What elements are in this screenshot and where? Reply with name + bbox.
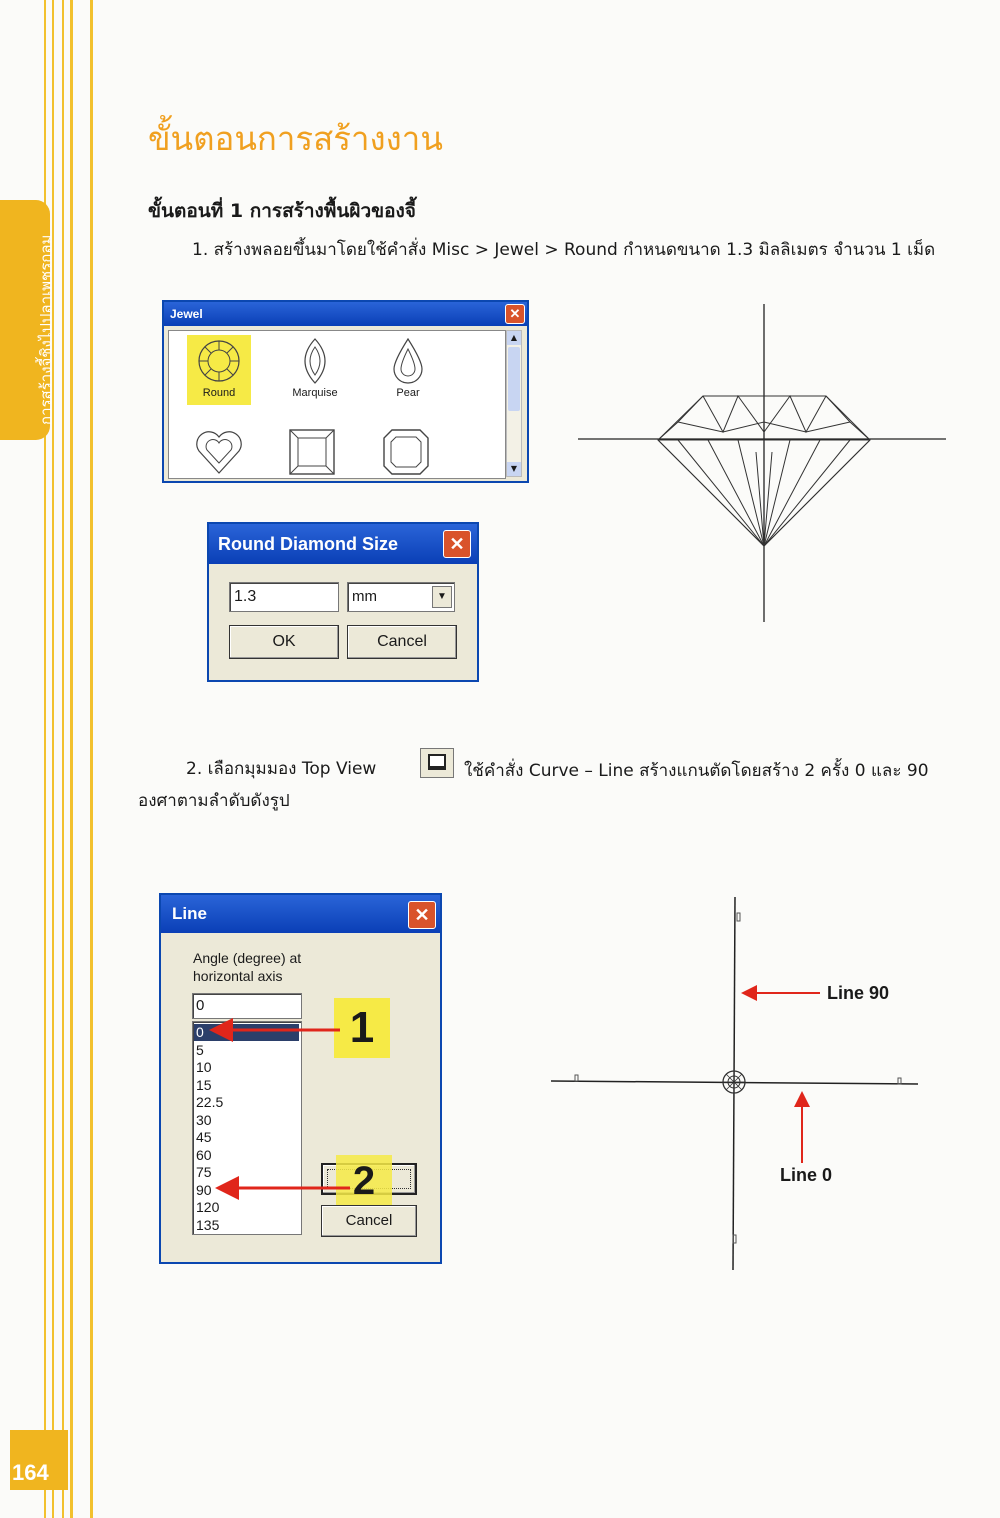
marquise-icon bbox=[283, 335, 347, 387]
round-dialog-titlebar bbox=[209, 524, 477, 564]
sidebar-rule-5 bbox=[90, 0, 93, 1518]
round-icon bbox=[187, 335, 251, 387]
step-1-heading: ขั้นตอนที่ 1 การสร้างพื้นผิวของจี้ bbox=[148, 200, 416, 222]
angle-option[interactable]: 30 bbox=[196, 1111, 212, 1128]
line-90-label: Line 90 bbox=[827, 983, 890, 1003]
jewel-label-marquise: Marquise bbox=[292, 387, 338, 399]
unit-select-value: mm bbox=[352, 588, 377, 605]
sidebar-chapter-label: การสร้างจี้ชิงไปปลาเพชรกลม bbox=[37, 234, 55, 425]
round-diamond-dialog bbox=[207, 522, 479, 682]
step-1-instruction: 1. สร้างพลอยขึ้นมาโดยใช้คำสั่ง Misc > Jewel > Round กำหนดขนาด 1.3 มิลลิเมตร จำนวน 1 เม็ด bbox=[192, 240, 936, 260]
angle-option[interactable]: 60 bbox=[196, 1146, 212, 1163]
sidebar-rule-3 bbox=[62, 0, 64, 1518]
round-dialog-title: Round Diamond Size bbox=[218, 534, 398, 554]
page-title: ขั้นตอนการสร้างงาน bbox=[148, 119, 443, 158]
step-2-instruction-c: องศาตามลำดับดังรูป bbox=[138, 791, 290, 811]
angle-option[interactable]: 90 bbox=[196, 1181, 212, 1198]
angle-option[interactable]: 45 bbox=[196, 1129, 212, 1145]
page-number: 164 bbox=[12, 1460, 49, 1485]
scroll-down-icon[interactable]: ▼ bbox=[507, 462, 521, 476]
cancel-button[interactable]: Cancel bbox=[347, 625, 457, 659]
emerald-icon[interactable] bbox=[381, 427, 431, 477]
jewel-scrollbar[interactable] bbox=[506, 330, 522, 477]
line-dialog-titlebar bbox=[161, 895, 440, 933]
heart-icon[interactable] bbox=[193, 427, 245, 477]
sidebar-rule-2 bbox=[52, 0, 54, 1518]
angle-option[interactable]: 120 bbox=[196, 1199, 220, 1215]
step-2-instruction-a: 2. เลือกมุมมอง Top View bbox=[186, 759, 377, 779]
round-dialog-close-button[interactable]: ✕ bbox=[443, 530, 471, 558]
diamond-side-view-drawing bbox=[578, 302, 948, 624]
top-view-icon-screen bbox=[428, 754, 446, 770]
jewel-label-round: Round bbox=[202, 387, 236, 399]
callout-2: 2 bbox=[336, 1155, 392, 1207]
scroll-thumb[interactable] bbox=[508, 347, 520, 411]
axis-diagram bbox=[548, 895, 923, 1275]
line-0-label: Line 0 bbox=[780, 1165, 833, 1185]
angle-option[interactable]: 15 bbox=[196, 1076, 212, 1093]
angle-option[interactable]: 10 bbox=[196, 1059, 212, 1075]
angle-input[interactable]: 0 bbox=[192, 993, 302, 1019]
angle-option[interactable]: 22.5 bbox=[196, 1094, 224, 1110]
scroll-up-icon[interactable]: ▲ bbox=[507, 331, 521, 345]
callout-1: 1 bbox=[334, 998, 390, 1058]
step-2-instruction-b: ใช้คำสั่ง Curve – Line สร้างแกนตัดโดยสร้าง 2 ครั้ง 0 และ 90 bbox=[464, 761, 929, 781]
jewel-shape-marquise[interactable] bbox=[283, 335, 347, 405]
callout-arrows bbox=[190, 1015, 370, 1205]
line-dialog-close-button[interactable]: ✕ bbox=[408, 901, 436, 929]
unit-select[interactable] bbox=[347, 582, 455, 612]
diamond-top-view-icon bbox=[723, 1071, 745, 1093]
line-dialog-title: Line bbox=[172, 904, 207, 923]
jewel-shape-pear[interactable] bbox=[376, 335, 440, 405]
angle-option[interactable]: 0 bbox=[196, 1024, 204, 1040]
princess-icon[interactable] bbox=[287, 427, 337, 477]
size-input[interactable]: 1.3 bbox=[229, 582, 339, 612]
jewel-window-title: Jewel bbox=[170, 307, 203, 321]
jewel-window-titlebar bbox=[164, 302, 527, 326]
angle-prompt-line-1: Angle (degree) at bbox=[193, 950, 302, 966]
cancel-button[interactable]: Cancel bbox=[321, 1205, 417, 1237]
sidebar-rule-4 bbox=[70, 0, 73, 1518]
jewel-shape-round[interactable] bbox=[187, 335, 251, 405]
angle-option[interactable]: 5 bbox=[196, 1041, 204, 1058]
jewel-shape-panel bbox=[168, 330, 506, 479]
jewel-label-pear: Pear bbox=[396, 387, 420, 399]
dropdown-arrow-icon[interactable]: ▼ bbox=[432, 586, 452, 608]
top-view-icon bbox=[420, 748, 454, 778]
angle-option[interactable]: 135 bbox=[196, 1216, 220, 1233]
angle-prompt-line-2: horizontal axis bbox=[193, 968, 283, 984]
jewel-window bbox=[162, 300, 529, 483]
jewel-close-button[interactable]: ✕ bbox=[505, 304, 525, 324]
angle-option[interactable]: 75 bbox=[196, 1164, 212, 1180]
ok-button[interactable]: OK bbox=[229, 625, 339, 659]
pear-icon bbox=[376, 335, 440, 387]
